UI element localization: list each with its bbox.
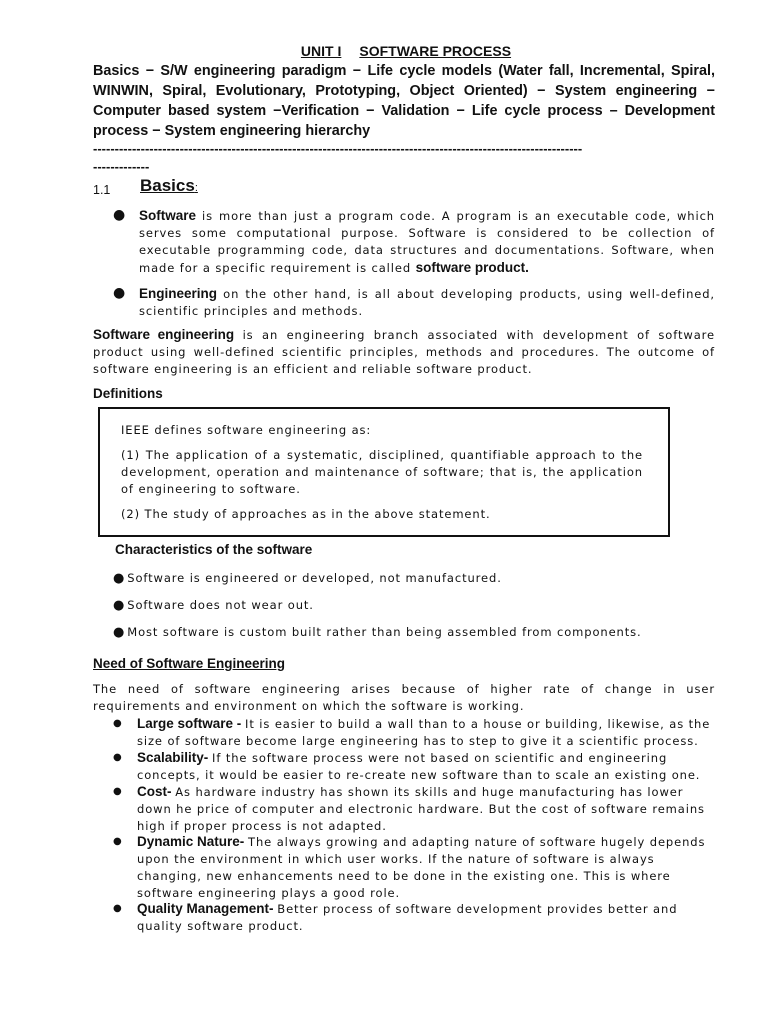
bullet-icon: ● [113, 598, 126, 613]
bullet-icon: ● [113, 571, 126, 586]
definitions-heading: Definitions [93, 386, 163, 401]
characteristic-item: ● Most software is custom built rather than being assembled from components. [113, 625, 642, 640]
separator-line: ----------------------------------------------------------------------------------------------------------------- ------------- [93, 141, 583, 174]
section-number: 1.1 [93, 183, 111, 197]
bullet-icon: ● [113, 836, 123, 847]
need-item-quality-management: ● Quality Management- Better process of software development provides better and quality software product. [113, 901, 678, 933]
bullet-icon: ● [113, 903, 123, 914]
characteristic-item: ● Software does not wear out. [113, 598, 314, 613]
software-engineering-paragraph: Software engineering is an engineering branch associated with development of software product using well-defined scientific principles, methods and procedures. The outcome of software engineering is an efficient and reliable software product. [93, 327, 715, 376]
need-item-scalability: ● Scalability- If the software process were not based on scientific and engineering concepts, it would be easier to re-create new software than to scale an existing one. [113, 750, 701, 782]
bullet-icon: ● [113, 786, 123, 797]
definition-intro: IEEE defines software engineering as: [121, 423, 372, 437]
bullet-icon: ● [113, 718, 123, 729]
need-item-large-software: ● Large software - It is easier to build a wall than to a house or building, likewise, as the size of software become large engineering has to step to give it a scientific process. [113, 716, 711, 748]
characteristic-item: ● Software is engineered or developed, not manufactured. [113, 571, 502, 586]
bullet-icon: ● [113, 625, 126, 640]
bullet-icon: ● [113, 285, 127, 301]
unit-label: UNIT I [300, 43, 342, 59]
section-title: Basics: [140, 176, 198, 195]
unit-name: SOFTWARE PROCESS [359, 43, 512, 59]
bullet-icon: ● [113, 752, 123, 763]
basics-item-engineering: ● Engineering on the other hand, is all about developing products, using well-defined, scientific principles and methods. [113, 285, 715, 318]
definition-box [98, 407, 670, 537]
definition-item-2: (2) The study of approaches as in the above statement. [121, 507, 491, 521]
need-intro: The need of software engineering arises because of higher rate of change in user requirements and environment on which the software is working. [93, 682, 715, 713]
need-heading: Need of Software Engineering [93, 656, 286, 671]
basics-item-software: ● Software is more than just a program code. A program is an executable code, which serves some computational purpose. Software is considered to be collection of executable programming code, data structures and documentations. Software, when made for a specific requirement is called software product. [113, 207, 715, 275]
need-item-dynamic-nature: ● Dynamic Nature- The always growing and adapting nature of software hugely depends upon the environment in which user works. If the nature of software is always changing, new enhancements need to be done in the existing one. This is where software engineering plays a good role. [113, 834, 706, 900]
definition-item-1: (1) The application of a systematic, disciplined, quantifiable approach to the development, operation and maintenance of software; that is, the application of engineering to software. [121, 448, 643, 496]
bullet-icon: ● [113, 207, 127, 223]
need-item-cost: ● Cost- As hardware industry has shown its skills and huge manufacturing has lower down he price of computer and electronic hardware. But the cost of software remains high if proper process is not adapted. [113, 784, 705, 833]
characteristics-heading: Characteristics of the software [115, 542, 313, 557]
unit-title [0, 43, 768, 59]
syllabus-summary: Basics − S/W engineering paradigm − Life cycle models (Water fall, Incremental, Spiral, WINWIN, Spiral, Evolutionary, Prototyping, Object Oriented) − System engineering − Computer based system −Verification − Validation − Life cycle process – Development process − System engineering hierarchy [93, 63, 715, 139]
